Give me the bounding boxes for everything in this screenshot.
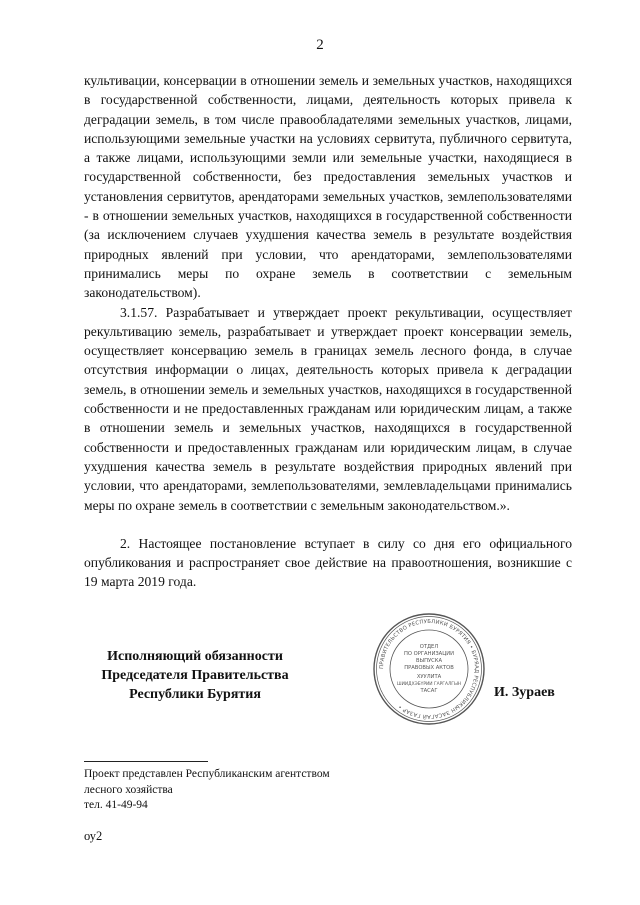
signatory-name: И. Зураев <box>494 685 555 700</box>
seal-inner-line: ХУУЛИТА <box>416 674 442 680</box>
signatory-title-line: Республики Бурятия <box>129 687 261 702</box>
footer-note <box>84 767 424 814</box>
signatory-title <box>84 647 306 704</box>
seal-inner-line: ШИИДХЭБҮРИИ ГАРГАЛГЫН <box>396 682 462 687</box>
seal-inner-line: ВЫПУСКА <box>415 658 443 664</box>
seal-inner-line: ПО ОРГАНИЗАЦИИ <box>403 651 455 657</box>
footer-line: лесного хозяйства <box>84 783 173 796</box>
official-seal-stamp <box>372 612 486 726</box>
document-body <box>84 71 572 592</box>
signatory-title-line: Председателя Правительства <box>101 668 289 683</box>
seal-inner-line: ПРАВОВЫХ АКТОВ <box>404 665 454 671</box>
seal-outer-text: ПРАВИТЕЛЬСТВО РЕСПУБЛИКИ БУРЯТИЯ • БУРЯАД РЕСПУБЛИКЫН ЗАСАГАЙ ГАЗАР • <box>378 618 480 720</box>
seal-inner-line: ТАСАГ <box>420 688 438 694</box>
paragraph-continuation: культивации, консервации в отношении земель и земельных участков, находящихся в государственной собственности, лицами, деятельность которых привела к деградации земель, в том числе правообладателями земельных участков, лицами, использующими земельные участки на условиях сервитута, публичного сервитута, а также лицами, использующими земли или земельные участки, находящиеся в государственной собственности, без предоставления земельных участков и установления сервитутов, арендаторами земельных участков, землепользователями - в отношении земельных участков, находящихся в государственной собственности (за исключением случаев ухудшения качества земель в результате воздействия природных явлений при условии, что арендаторами, землепользователями принимались меры по охране земель в соответствии с земельным законодательством). <box>84 73 572 301</box>
seal-inner-line: ОТДЕЛ <box>419 644 439 650</box>
signatory-title-line: Исполняющий обязанности <box>107 649 283 664</box>
document-code: оу2 <box>84 829 103 843</box>
footer-line: тел. 41-49-94 <box>84 799 148 811</box>
paragraph-clause-3-1-57: 3.1.57. Разрабатывает и утверждает проект рекультивации, осуществляет рекультивацию земель, разрабатывает и утверждает проект консервации земель, осуществляет консервацию земель в границах земель лесного фонда, в случае отсутствия информации о лицах, деятельность которых привела к деградации земель, в отношении земель и земельных участков, находящихся в государственной собственности и не предоставленных гражданам или юридическим лицам, а также в отношении земель и земельных участков, находящихся в государственной собственности и предоставленных гражданам или юридическим лицам, в случае ухудшения качества земель в результате воздействия природных явлений при условии, что арендаторами, землепользователями, землевладельцами принимались меры по охране земель в соответствии с земельным законодательством.». <box>84 304 572 513</box>
footer-divider <box>84 761 208 762</box>
page-number: 2 <box>316 37 324 53</box>
footer-line: Проект представлен Республиканским агентством <box>84 768 330 780</box>
paragraph-entry-into-force: 2. Настоящее постановление вступает в силу со дня его официального опубликования и распространяет свое действие на правоотношения, возникшие с 19 марта 2019 года. <box>84 535 572 590</box>
